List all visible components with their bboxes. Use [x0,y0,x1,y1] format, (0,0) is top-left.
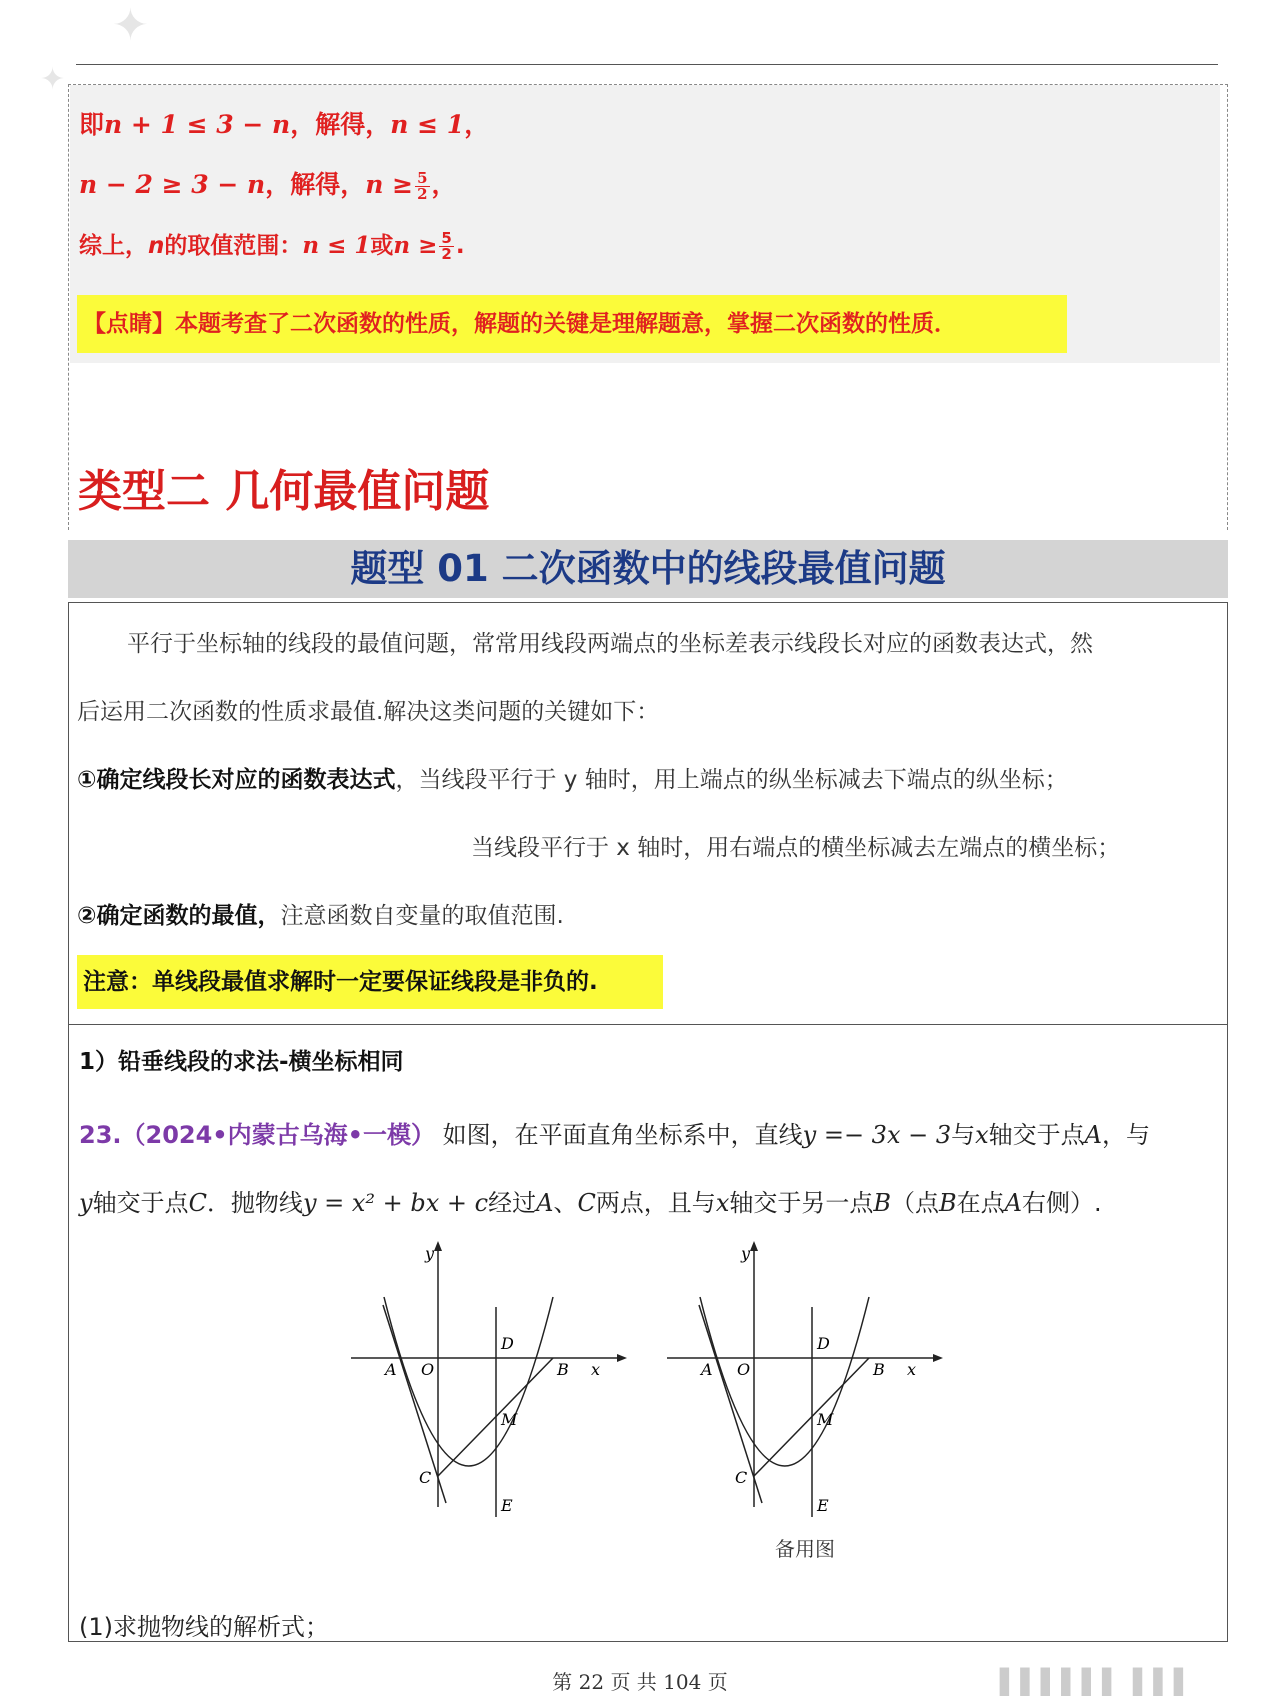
denominator: 2 [417,185,428,203]
solution-math: n [148,233,165,259]
solution-math: n + 1 ≤ 3 − n [104,110,291,139]
question-1: (1)求抛物线的解析式； [79,1613,329,1641]
label-c: C [419,1468,432,1487]
key-point-note: 【点睛】本题考查了二次函数的性质，解题的关键是理解题意，掌握二次函数的性质． [77,295,1067,353]
label-b: B [873,1360,885,1379]
solution-math: n ≤ 1 [302,232,371,259]
warning-note: 注意：单线段最值求解时一定要保证线段是非负的. [77,955,663,1009]
solution-text: . [455,233,465,259]
step-1-bold: ①确定线段长对应的函数表达式 [77,767,396,793]
parabola-equation: y = x² + bx + c [302,1189,489,1217]
parabola [700,1297,869,1466]
section-heading: 类型二 几何最值问题 [78,466,490,517]
label-x: x [591,1360,601,1379]
problem-text: 如图，在平面直角坐标系中，直线 [442,1121,803,1149]
problem-text: 两点，且与 [595,1189,716,1217]
y-axis-arrow-icon [434,1241,442,1251]
solution-line-2 [79,165,457,202]
problem-text: 轴交于另一点 [729,1189,874,1217]
solution-text: 综上， [79,233,148,259]
label-d: D [501,1334,514,1353]
solution-math: n − 2 ≥ 3 − n [79,170,266,199]
label-y: y [741,1244,751,1263]
label-o: O [421,1360,435,1379]
math-var: A [536,1189,554,1217]
fraction [415,171,429,202]
label-e: E [501,1496,513,1515]
decorative-star-icon: ✦ [112,0,149,51]
problem-text: 在点 [956,1189,1005,1217]
problem-text: 轴交于点 [92,1189,189,1217]
numerator: 5 [417,169,428,187]
math-var: C [188,1189,207,1217]
numerator: 5 [441,229,452,247]
problem-subtitle: 1）铅垂线段的求法-横坐标相同 [79,1049,404,1075]
label-y: y [425,1244,435,1263]
line-equation: y =− 3x − 3 [802,1121,952,1149]
label-o: O [737,1360,751,1379]
step-2-bold: ②确定函数的最值， [77,903,281,929]
problem-box [68,1025,1228,1642]
x-axis-arrow-icon [933,1354,943,1362]
label-d: D [817,1334,830,1353]
label-e: E [817,1496,829,1515]
problem-text-line-2 [79,1183,1102,1218]
line-ac [383,1305,446,1503]
problem-text: （点 [891,1189,939,1217]
page-footer: 第 22 页 共 104 页 [552,1670,728,1694]
solution-text: ， [464,110,490,139]
label-b: B [557,1360,569,1379]
method-step-1 [77,761,1068,794]
math-var: x [715,1189,730,1217]
problem-text: 轴交于点 [988,1121,1085,1149]
math-var: A [1004,1189,1022,1217]
problem-text: ，与 [1102,1121,1151,1149]
math-var: B [873,1189,891,1217]
solution-math: n ≤ 1 [390,110,465,139]
step-1-text: ，当线段平行于 y 轴时，用上端点的纵坐标减去下端点的纵坐标； [395,767,1068,793]
solution-text: 的取值范围： [164,233,303,259]
coordinate-figure [351,1237,631,1517]
method-step-1-continued: 当线段平行于 x 轴时，用右端点的横坐标减去左端点的横坐标； [471,835,1121,861]
math-var: C [577,1189,596,1217]
problem-text: ．抛物线 [206,1189,303,1217]
backup-coordinate-figure [667,1237,947,1517]
decorative-star-icon: ✦ [40,62,66,97]
label-x: x [907,1360,917,1379]
solution-text: 即 [79,110,105,139]
solution-text: 或 [370,233,394,259]
method-step-2 [77,897,564,930]
solution-line-3 [79,227,465,262]
method-box [68,602,1228,1025]
y-axis-arrow-icon [750,1241,758,1251]
problem-number: 23. [79,1121,122,1149]
watermark: ▌▌▌▌▌▌ ▌▌▌ [1000,1668,1195,1696]
problem-text: 与 [951,1121,976,1149]
problem-source: （2024•内蒙古乌海•一模） [121,1121,435,1149]
fraction [439,231,453,262]
math-var: y [79,1189,93,1217]
method-intro-2: 后运用二次函数的性质求最值.解决这类问题的关键如下： [77,699,660,725]
math-var: x [975,1121,989,1149]
parabola [384,1297,553,1466]
solution-text: ，解得， [265,170,366,199]
x-axis-arrow-icon [617,1354,627,1362]
denominator: 2 [441,245,452,263]
label-m: M [817,1410,834,1429]
solution-text: ， [431,170,457,199]
header-rule [76,64,1218,65]
label-c: C [735,1468,748,1487]
problem-text: 右侧）. [1021,1189,1102,1217]
problem-text: 经过 [488,1189,537,1217]
problem-text: 、 [553,1189,578,1217]
line-ac [699,1305,762,1503]
math-var: B [939,1189,957,1217]
type-banner-title: 题型 01 二次函数中的线段最值问题 [68,540,1228,598]
method-intro-1: 平行于坐标轴的线段的最值问题，常常用线段两端点的坐标差表示线段长对应的函数表达式，然 [127,631,1093,657]
label-m: M [501,1410,518,1429]
step-2-text: 注意函数自变量的取值范围. [280,903,564,929]
solution-math: n ≥ [393,232,438,259]
math-var: A [1084,1121,1103,1149]
label-a: A [701,1360,713,1379]
problem-text-line-1 [79,1115,1150,1150]
backup-figure-caption: 备用图 [775,1537,835,1561]
label-a: A [385,1360,397,1379]
solution-line-1 [79,105,489,141]
solution-text: ，解得， [290,110,391,139]
solution-math: n ≥ [365,170,414,199]
